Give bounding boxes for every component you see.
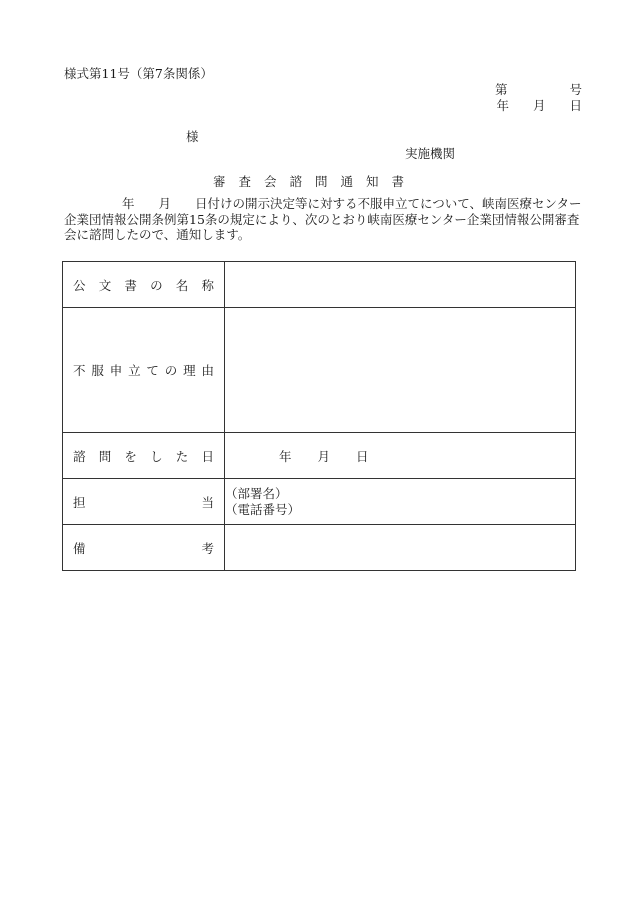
agency-label: 実施機関 [405,146,456,161]
body-paragraph [64,196,582,243]
label-appeal-reason: 不服申立ての理由 [63,308,225,433]
body-text: 日付けの開示決定等に対する不服申立てについて、峡南医療センター企業団情報公開条例第15条の規定により、次のとおり峡南医療センター企業団情報公開審査会に諮問したので、通知します。 [64,196,582,242]
value-consultation-date [225,433,576,479]
consult-month: 月 [317,448,331,464]
table-row [63,308,576,433]
body-month: 月 [158,196,172,211]
consult-year: 年 [279,448,292,464]
table-row [63,479,576,525]
phone-number: （電話番号） [225,501,301,517]
issue-date [496,96,582,114]
issue-date-year: 年 [496,98,509,113]
value-appeal-reason [225,308,576,433]
document-title: 審査会諮問通知書 [212,174,417,189]
doc-number-suffix: 号 [569,82,582,97]
department-name: （部署名） [225,485,288,501]
notice-table [62,261,576,571]
body-year: 年 [122,196,135,211]
value-document-name [225,262,576,308]
value-remarks [225,525,576,571]
label-person-in-charge: 担当 [63,479,225,525]
issue-date-month: 月 [532,98,546,113]
label-remarks: 備考 [63,525,225,571]
label-consultation-date: 諮問をした日 [63,433,225,479]
doc-number-prefix: 第 [494,82,508,97]
table-row [63,525,576,571]
addressee: 様 [186,129,199,144]
value-person-in-charge [225,479,576,525]
label-document-name: 公文書の名称 [63,262,225,308]
table-row [63,433,576,479]
issue-date-day: 日 [569,98,582,113]
table-row [63,262,576,308]
consult-day: 日 [356,448,369,464]
form-number: 様式第11号（第7条関係） [64,66,213,81]
